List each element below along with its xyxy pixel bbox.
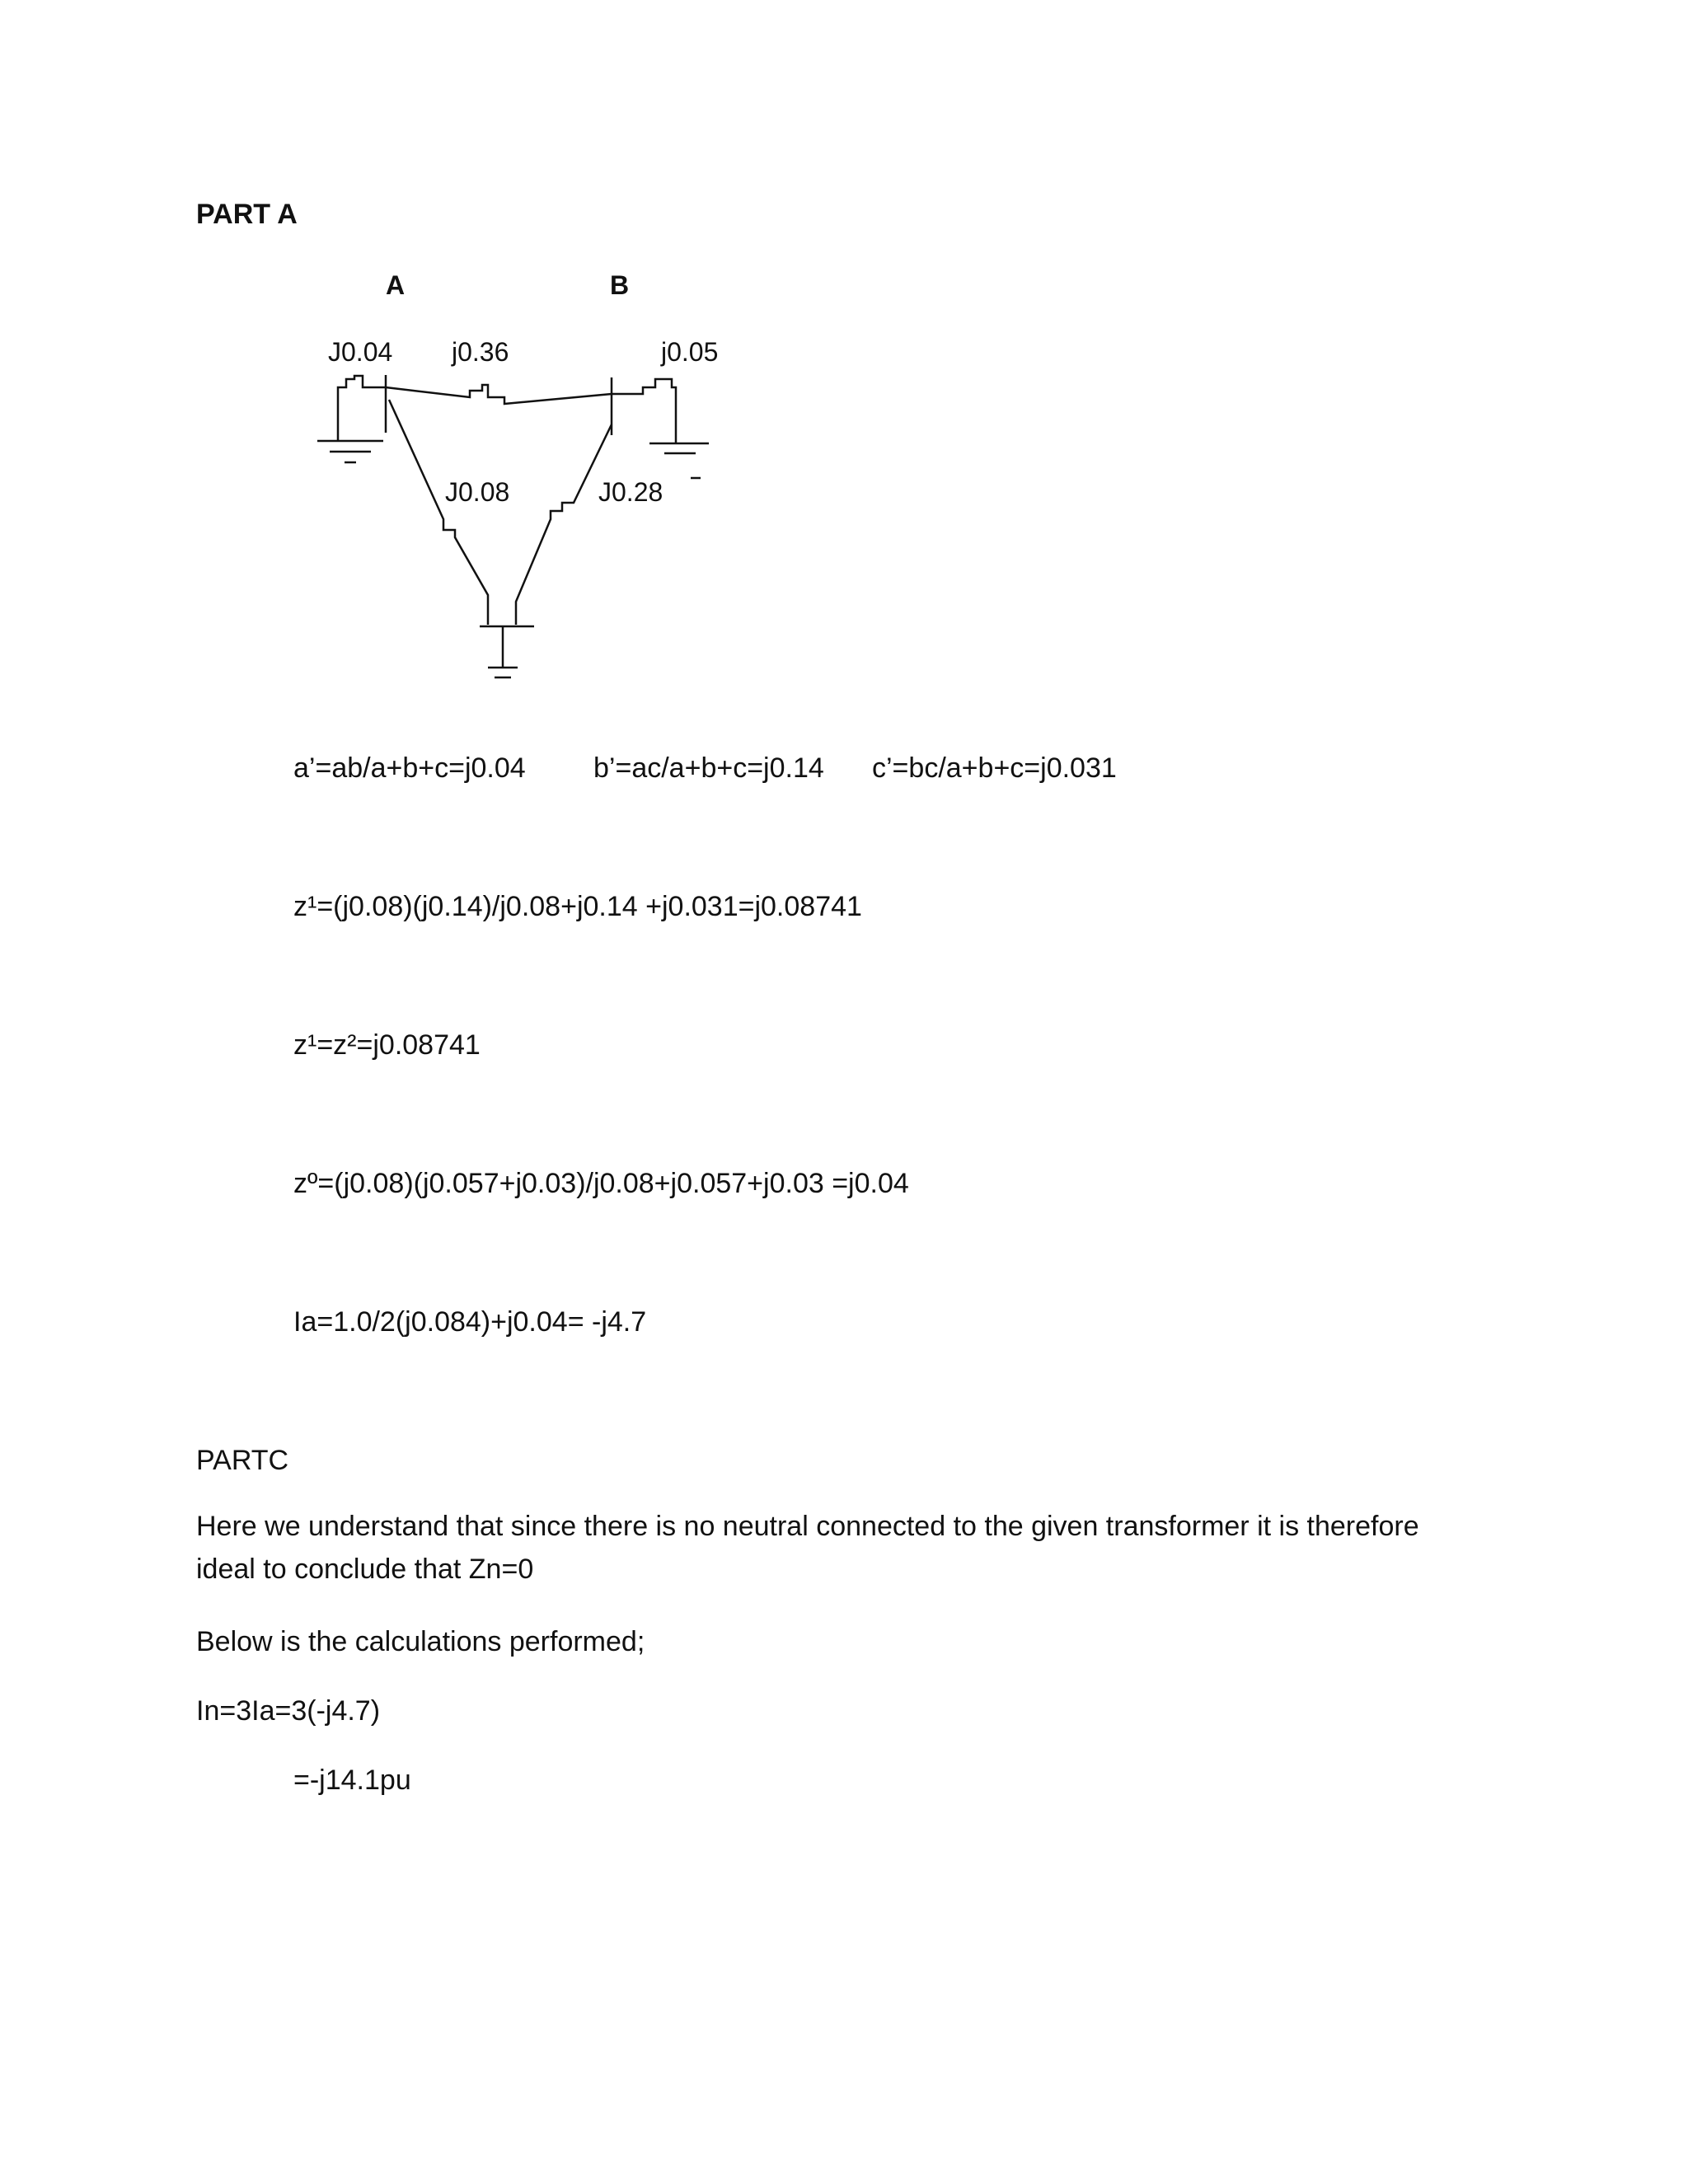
neutral-current-result: =-j14.1pu [293,1765,411,1796]
bus-a-label: A [386,270,406,300]
c-prime-equation: c’=bc/a+b+c=j0.031 [872,752,1117,784]
line-ab [373,385,612,404]
gen-b-branch [612,379,709,478]
bus-c [480,626,534,677]
bus-b-label: B [610,270,630,300]
a-prime-equation: a’=ab/a+b+c=j0.04 [293,752,526,784]
z0-equation: zº=(j0.08)(j0.057+j0.03)/j0.08+j0.057+j0.03 =j0.04 [293,1168,909,1199]
part-c-heading: PARTC [196,1445,289,1476]
gen-a-impedance-label: J0.04 [328,337,393,367]
circuit-diagram [297,255,758,717]
line-bc-impedance-label: J0.28 [598,477,663,507]
part-c-paragraph: Here we understand that since there is no neutral connected to the given transformer it is therefore ideal to conclude that Zn=0 [196,1511,1419,1585]
line-bc [516,424,612,625]
line-ac-impedance-label: J0.08 [445,477,510,507]
z1-z2-equation: z¹=z²=j0.08741 [293,1029,481,1061]
line-ab-impedance-label: j0.36 [452,337,509,367]
calc-intro: Below is the calculations performed; [196,1626,645,1657]
gen-b-impedance-label: j0.05 [661,337,719,367]
part-a-heading: PART A [196,199,298,230]
ia-equation: Ia=1.0/2(j0.084)+j0.04= -j4.7 [293,1306,647,1338]
b-prime-equation: b’=ac/a+b+c=j0.14 [593,752,824,784]
neutral-current-equation: In=3Ia=3(-j4.7) [196,1695,381,1727]
line-ac [389,400,488,625]
gen-a-branch [317,376,383,462]
z1-equation: z¹=(j0.08)(j0.14)/j0.08+j0.14 +j0.031=j0.08741 [293,891,862,922]
